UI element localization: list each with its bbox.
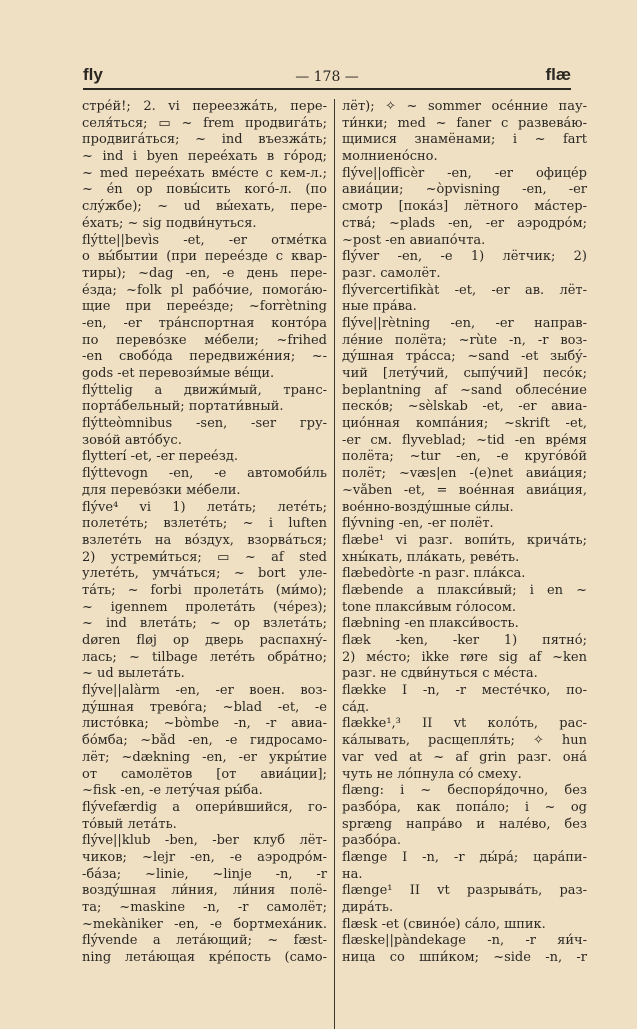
entry-line: для перевóзки мéбели. xyxy=(82,482,241,498)
entry-line: ~våben -et, = воéнная авиáция, xyxy=(342,482,587,498)
entry-line: flýttevogn -en, -e автомоби́ль xyxy=(82,466,327,482)
entry-line: разг. самолёт. xyxy=(342,265,441,281)
entry-line: flæbende a плакси́вый; i en ~ xyxy=(342,582,587,598)
entry-line: продвигáться; ~ ind въезжáть; xyxy=(82,132,327,148)
entry-line: 2) мéсто; ikke røre sig af ~ken xyxy=(342,649,587,665)
column-divider xyxy=(334,99,335,1029)
entry-line: разбóра. xyxy=(342,833,402,849)
entry-line: flýve||officèr -en, -er офицéр xyxy=(342,165,587,181)
entry-line: flýver -en, -e 1) лётчик; 2) xyxy=(342,249,587,265)
entry-line: полетéть; взлетéть; ~ i luften xyxy=(82,516,327,532)
entry-line: ти́нки; med ~ faner с развевáю- xyxy=(342,115,587,131)
entry-line: хны́кать, плáкать, ревéть. xyxy=(342,549,520,565)
entry-line: ные прáва. xyxy=(342,299,417,315)
entry-line: сáд. xyxy=(342,699,370,715)
entry-line: flývning -en, -er полёт. xyxy=(342,516,494,532)
entry-line: бóмба; ~båd -en, -e гидросамо- xyxy=(82,733,327,749)
entry-line: -en, -er трáнспортная контóра xyxy=(82,315,327,331)
entry-line: чиков; ~lejr -en, -e аэродрóм- xyxy=(82,849,327,865)
entry-line: flæsk -et (свинóе) сáло, шпик. xyxy=(342,916,546,932)
entry-line: от самолётов [от авиáции]; xyxy=(82,766,327,782)
entry-line: flývefærdig a опери́вшийся, го- xyxy=(82,799,327,815)
entry-line: лёт; ~dækning -en, -er укры́тие xyxy=(82,749,327,765)
entry-line: чий [летýчий, сыпýчий] песóк; xyxy=(342,366,587,381)
entry-line: flývercertifikàt -et, -er ав. лёт- xyxy=(342,282,587,298)
entry-line: ~ ud вылетáть. xyxy=(82,666,185,682)
entry-line: чуть не лóпнула сó смеху. xyxy=(342,766,522,782)
entry-line: 2) устреми́ться; ▭ ~ af sted xyxy=(82,549,327,565)
entry-line: полёт; ~væs|en -(e)net авиáция; xyxy=(342,466,587,482)
entry-line: ~fisk -en, -e летýчая ры́ба. xyxy=(82,783,263,799)
entry-line: полёта; ~tur -en, -e кругóвóй xyxy=(342,449,587,465)
entry-line: листóвка; ~bòmbe -n, -r авиа- xyxy=(82,716,327,732)
entry-line: циóнная компáния; ~skrift -et, xyxy=(342,416,587,432)
entry-line: flývе⁴ vi 1) летáть; летéть; xyxy=(82,499,327,515)
entry-line: flýve||rètning -en, -er направ- xyxy=(342,315,587,331)
entry-line: та; ~maskine -n, -r самолёт; xyxy=(82,900,327,915)
entry-line: смотр [покáз] лётного мáстер- xyxy=(342,199,587,215)
entry-line: gods -et перевози́мые вéщи. xyxy=(82,366,275,381)
entry-line: лёт); ✧ ~ sommer осéнние пау- xyxy=(342,99,587,114)
entry-line: портáбельный; портати́вный. xyxy=(82,399,284,415)
entry-line: flýve||alàrm -en, -er воен. воз- xyxy=(82,683,327,699)
entry-line: селя́ться; ▭ ~ frem продвигáть; xyxy=(82,115,327,131)
entry-line: авиáции; ~òpvisning -en, -er xyxy=(342,182,587,198)
entry-line: ~post -en авиапóчта. xyxy=(342,232,486,248)
entry-line: молниенóсно. xyxy=(342,149,438,165)
entry-line: тáть; ~ forbi пролетáть (ми́мо); xyxy=(82,582,327,598)
entry-line: зовóй автóбус. xyxy=(82,432,182,448)
entry-line: разбóра, как попáло; i ~ og xyxy=(342,799,587,815)
entry-line: flývende a летáющий; ~ fæst- xyxy=(82,933,327,949)
left-guide-word: fly xyxy=(83,65,103,84)
left-column xyxy=(82,99,327,1029)
entry-line: лéние полёта; ~rùte -n, -r воз- xyxy=(342,332,587,348)
entry-line: flæng: i ~ беспоря́дочно, без xyxy=(342,783,587,799)
entry-line: ~ én op повы́сить когó-л. (по xyxy=(82,182,327,198)
entry-line: sprænɡ напрáво и налéво, без xyxy=(342,816,587,832)
entry-line: тóвый летáть. xyxy=(82,816,177,832)
entry-line: тиры); ~dag -en, -e день пере- xyxy=(82,265,327,281)
entry-line: воéнно-воздýшные си́лы. xyxy=(342,499,514,515)
entry-line: -бáза; ~linie, ~linje -n, -r xyxy=(82,866,327,882)
entry-line: взлетéть на вóздух, взорвáться; xyxy=(82,532,327,548)
entry-line: на. xyxy=(342,866,363,882)
entry-line: flýtteòmnibus -sen, -ser гру- xyxy=(82,416,327,432)
entry-line: ствá; ~plads -en, -er аэродрóм; xyxy=(342,215,587,231)
entry-line: éхать; ~ sig подви́нуться. xyxy=(82,215,257,231)
entry-line: ~ ind влетáть; ~ op взлетáть; xyxy=(82,616,327,632)
entry-line: flæbe¹ vi разг. вопи́ть, кричáть; xyxy=(342,532,587,548)
entry-line: слýжбе); ~ ud вы́ехать, пере- xyxy=(82,199,327,215)
entry-line: flýtte||bevìs -et, -er отмéтка xyxy=(82,232,327,248)
entry-line: стрéй!; 2. vi переезжáть, пере- xyxy=(82,99,327,114)
entry-line: flække I -n, -r местéчко, по- xyxy=(342,683,587,699)
entry-line: beplantning af ~sand облесéние xyxy=(342,382,587,398)
entry-line: flænge I -n, -r ды́рá; царáпи- xyxy=(342,849,587,865)
entry-line: flænge¹ II vt разрывáть, раз- xyxy=(342,883,587,899)
entry-line: кáлывать, расщепля́ть; ✧ hun xyxy=(342,733,587,749)
entry-line: лась; ~ tilbage летéть обрáтно; xyxy=(82,649,327,665)
entry-line: улетéть, умчáться; ~ bort уле- xyxy=(82,566,327,582)
entry-line: пескóв; ~sèlskab -et, -er авиа- xyxy=(342,399,587,415)
entry-line: щие при переéзде; ~forrètning xyxy=(82,299,327,315)
entry-line: ning летáющая крéпость (само- xyxy=(82,950,327,966)
entry-line: дирáть. xyxy=(342,900,394,915)
entry-line: éзда; ~folk pl рабóчие, помогáю- xyxy=(82,282,327,298)
right-guide-word: flæ xyxy=(545,65,571,84)
entry-line: разг. не сдви́нуться с мéста. xyxy=(342,666,538,682)
entry-line: flæbedòrte -n разг. плáкса. xyxy=(342,566,526,582)
right-column xyxy=(342,99,587,1029)
entry-line: flýve||klub -ben, -ber клуб лёт- xyxy=(82,833,327,849)
running-header xyxy=(83,62,571,90)
entry-line: flæk -ken, -ker 1) пятнó; xyxy=(342,633,587,648)
entry-line: ~ igennem пролетáть (чéрез); xyxy=(82,599,327,615)
entry-line: -en свобóда передвижéния; ~- xyxy=(82,349,327,365)
entry-line: flytterí -et, -er переéзд. xyxy=(82,449,238,465)
entry-line: о вы́бытии (при переéзде с квар- xyxy=(82,249,327,265)
entry-line: воздýшная ли́ния, ли́ния полё- xyxy=(82,883,327,899)
entry-line: дýшная тревóга; ~blad -et, -e xyxy=(82,699,327,715)
entry-line: flække¹,³ II vt колóть, рас- xyxy=(342,716,587,732)
entry-line: var ved at ~ af grin разг. онá xyxy=(342,749,587,765)
entry-line: щимися знамёнами; i ~ fart xyxy=(342,132,587,148)
entry-line: дýшная трáсса; ~sand -et зыбý- xyxy=(342,349,587,365)
entry-line: døren fløj op дверь распахнý- xyxy=(82,633,327,648)
entry-line: flæbning -en плакси́вость. xyxy=(342,616,519,632)
entry-line: ~mekàniker -en, -e бортмехáник. xyxy=(82,916,327,932)
entry-line: ница со шпи́ком; ~side -n, -r xyxy=(342,950,587,966)
entry-line: flýttelig a движи́мый, транс- xyxy=(82,382,327,398)
entry-line: по перевóзке мéбели; ~frihed xyxy=(82,332,327,348)
entry-line: -er см. flyveblad; ~tid -en врéмя xyxy=(342,432,587,448)
entry-line: tone плакси́вым гóлосом. xyxy=(342,599,516,615)
entry-line: ~ med переéхать вмéсте с кем-л.; xyxy=(82,165,327,181)
page-number: — 178 — xyxy=(295,69,359,85)
entry-line: flæske||pàndekage -n, -r яи́ч- xyxy=(342,933,587,949)
entry-line: ~ ind i byen переéхать в гóрод; xyxy=(82,149,327,165)
